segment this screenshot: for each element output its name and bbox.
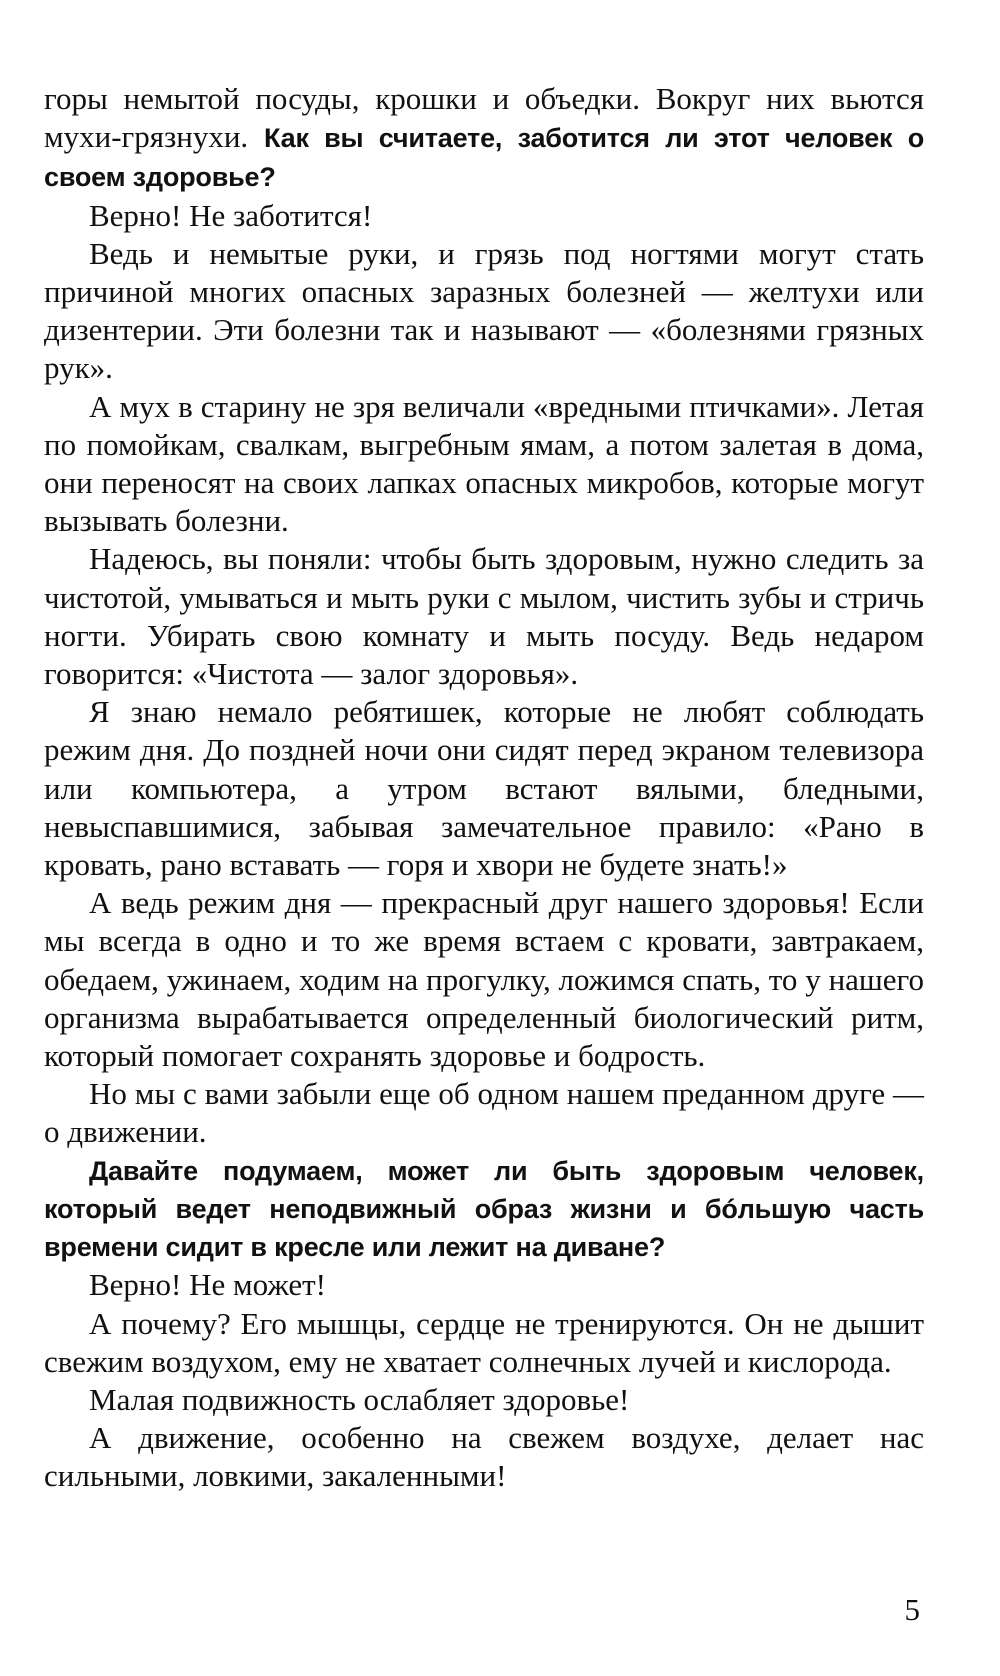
paragraph: А движение, особенно на свежем воздухе, делает нас сильными, ловкими, закаленными!: [44, 1420, 924, 1494]
paragraph-text: горы немытой посуды, крошки и объедки. Вокруг них вьются мухи-грязнухи.: [44, 81, 924, 155]
bold-question-paragraph: Давайте подумаем, может ли быть здоровым человек, который ведет неподвижный образ жизни и бóльшую часть времени сидит в кресле или лежит на диване?: [44, 1155, 924, 1263]
paragraph: Ведь и немытые руки, и грязь под ногтями могут стать причиной многих опасных заразных болезней — желтухи или дизентерии. Эти болезни так и называют — «болезнями грязных рук».: [44, 235, 924, 386]
paragraph: А ведь режим дня — прекрасный друг нашего здоровья! Если мы всегда в одно и то же время встаем с кровати, завтракаем, обедаем, ужинаем, ходим на прогулку, ложимся спать, то у нашего организма вырабатывается определенный биологический ритм, который помогает сохранять здоровье и бодрость.: [44, 885, 924, 1074]
paragraph: Верно! Не может!: [89, 1267, 326, 1303]
paragraph: Надеюсь, вы поняли: чтобы быть здоровым, нужно следить за чистотой, умываться и мыть руки с мылом, чистить зубы и стричь ногти. Убирать свою комнату и мыть посуду. Ведь недаром говорится: «Чистота — залог здоровья».: [44, 541, 924, 692]
paragraph: Я знаю немало ребятишек, которые не любят соблюдать режим дня. До поздней ночи они сидят перед экраном телевизора или компьютера, а утром встают вялыми, бледными, невыспавшимися, забывая замечательное правило: «Рано в кровать, рано вставать — горя и хвори не будете знать!»: [44, 694, 924, 883]
bold-question: Как вы считаете, заботится ли этот человек о своем здоровье?: [44, 123, 924, 193]
body-text: [44, 80, 924, 1496]
paragraph: Но мы с вами забыли еще об одном нашем преданном друге — о движении.: [44, 1076, 924, 1150]
paragraph: А почему? Его мышцы, сердце не тренируются. Он не дышит свежим воздухом, ему не хватает солнечных лучей и кислорода.: [44, 1305, 924, 1379]
paragraph: Верно! Не заботится!: [89, 197, 373, 233]
paragraph: А мух в старину не зря величали «вредными птичками». Летая по помойкам, свалкам, выгребным ямам, а потом залетая в дома, они переносят на своих лапках опасных микробов, которые могут вызывать болезни.: [44, 388, 924, 539]
page-number: 5: [904, 1592, 920, 1627]
paragraph: Малая подвижность ослабляет здоровье!: [89, 1381, 630, 1417]
paragraph: [44, 80, 924, 197]
